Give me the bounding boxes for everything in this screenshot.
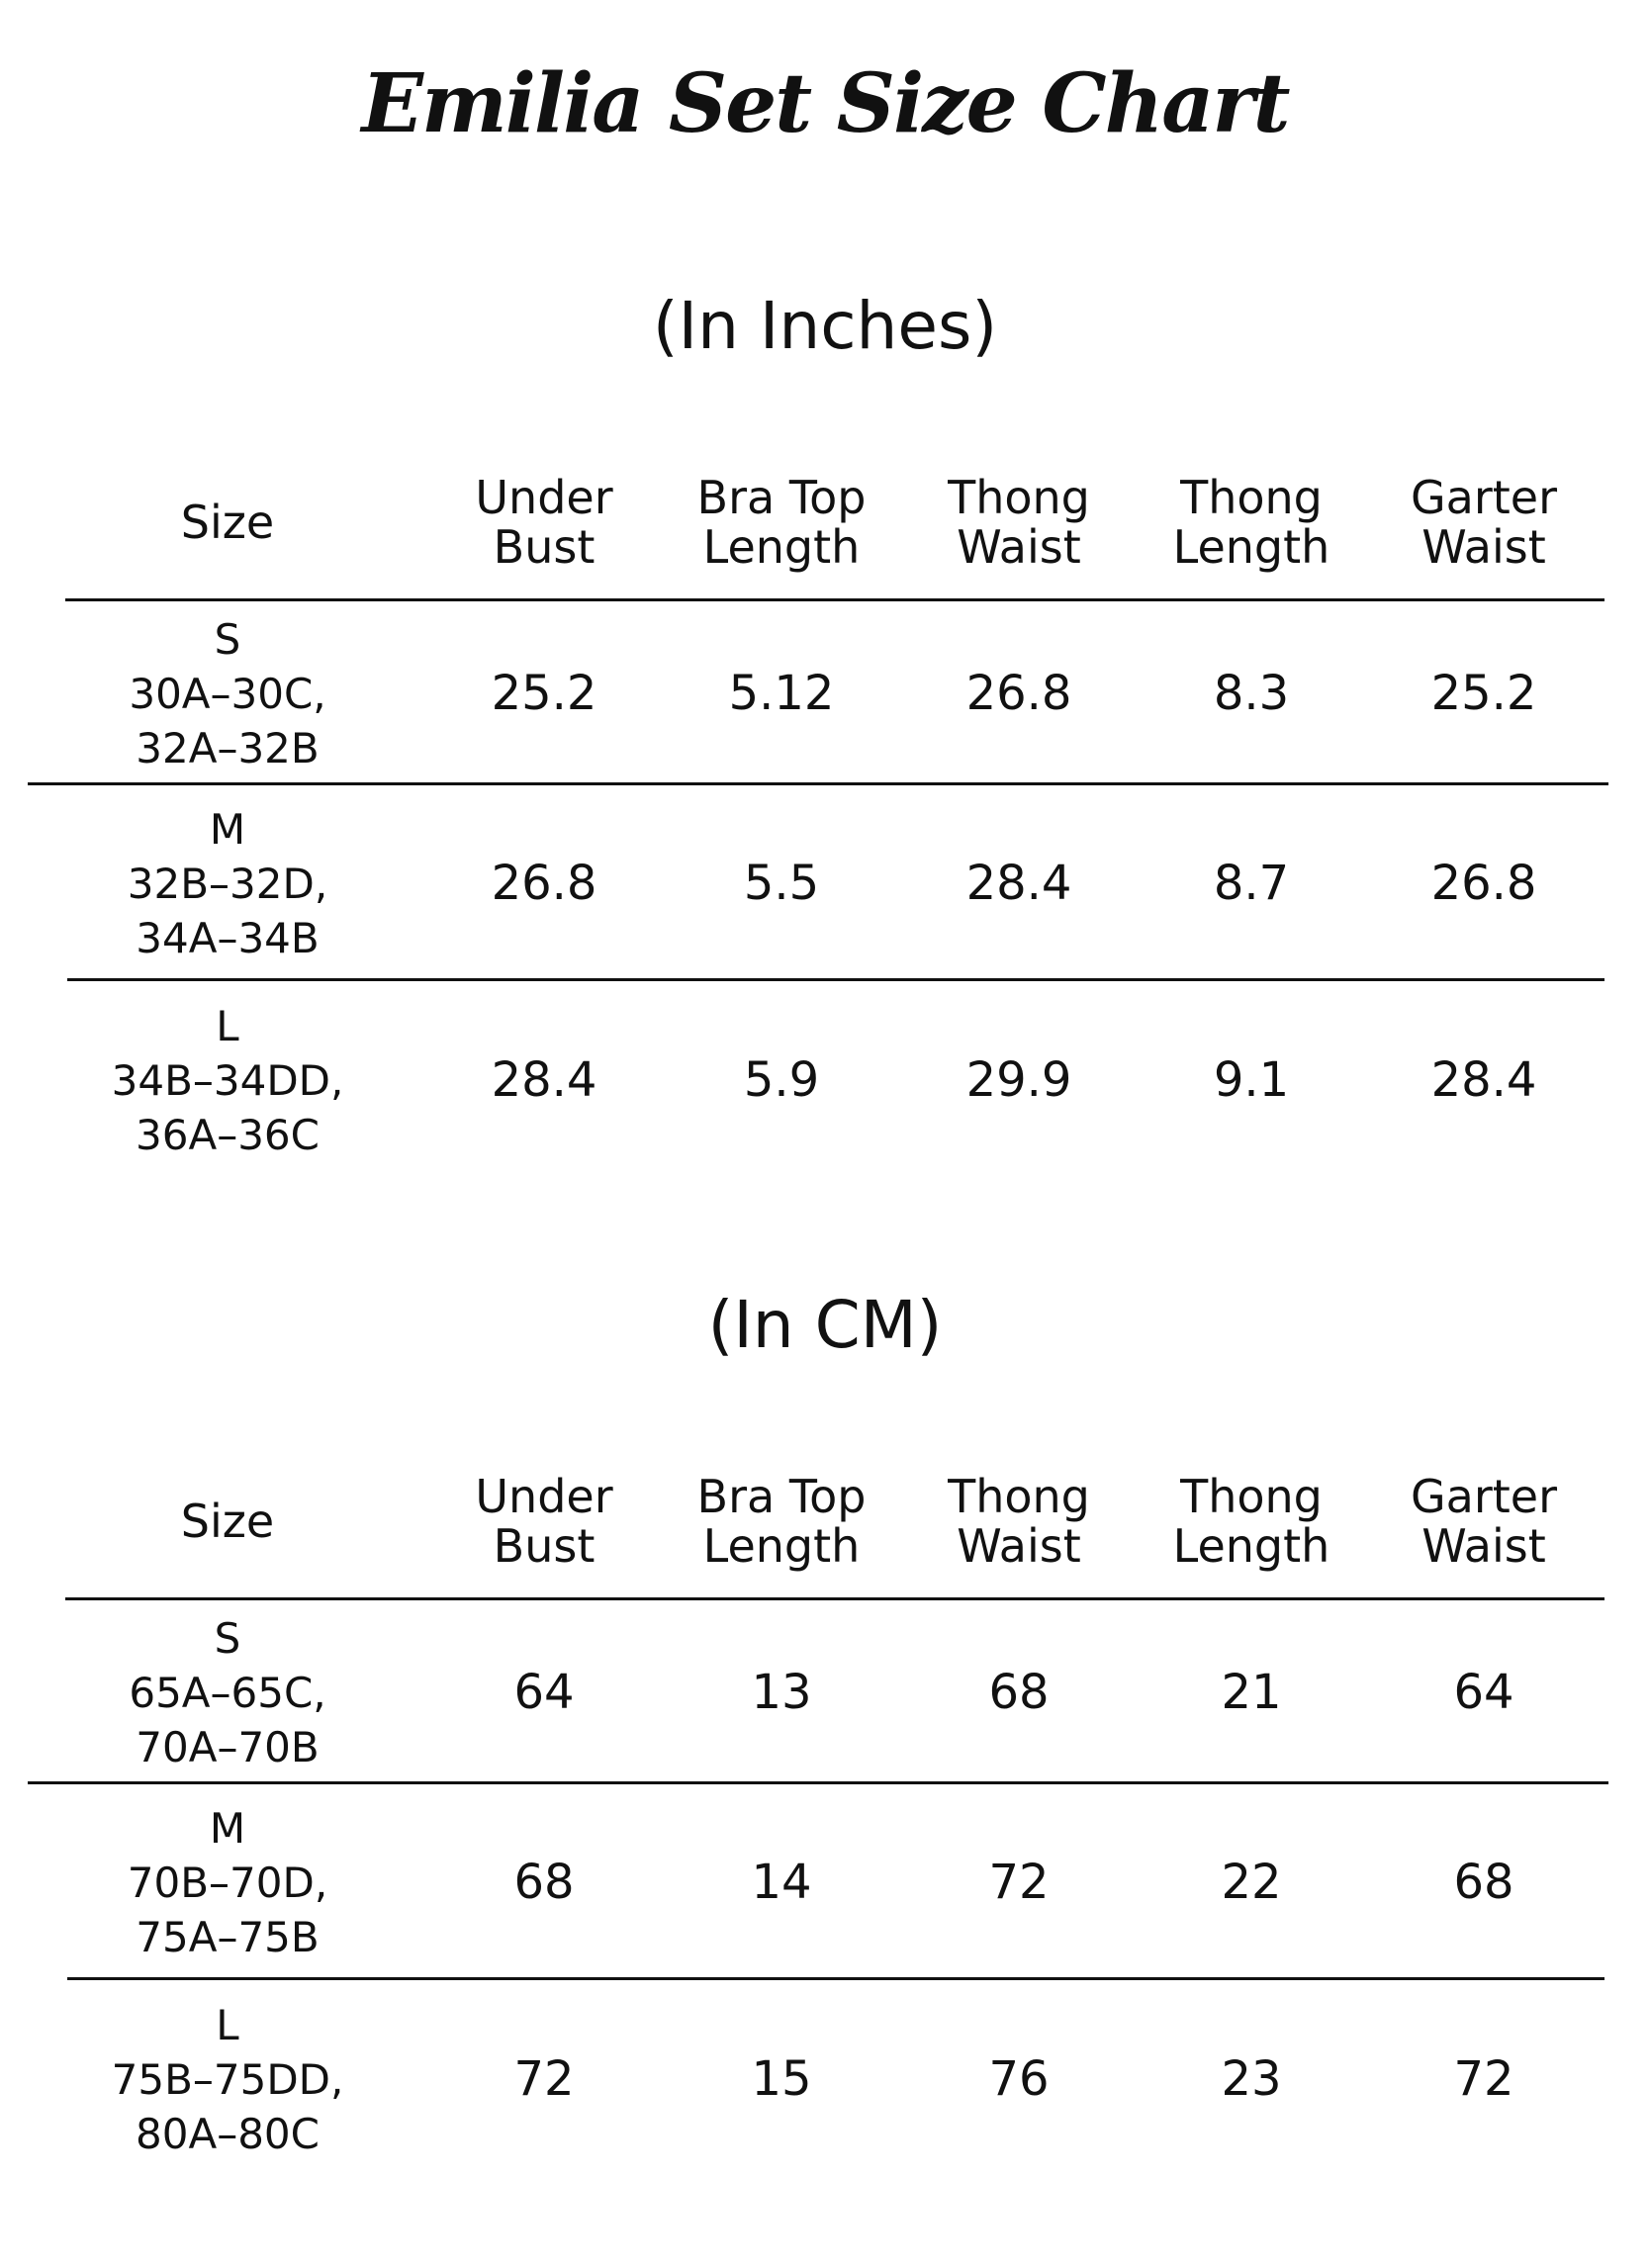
bra-size-range: 65A–65C,: [129, 1668, 326, 1717]
column-header-under-bust: Under Bust: [475, 471, 613, 574]
table-header: [0, 453, 1650, 601]
table-row: [0, 1600, 1650, 1784]
value-bra-top-length: 5.12: [728, 666, 835, 721]
value-under-bust: 68: [513, 1855, 575, 1910]
size-cell: [59, 612, 396, 775]
value-bra-top-length: 15: [751, 2051, 812, 2107]
value-under-bust: 72: [513, 2051, 575, 2107]
value-thong-waist: 26.8: [965, 666, 1072, 721]
value-bra-top-length: 14: [751, 1855, 812, 1910]
value-thong-length: 22: [1221, 1855, 1282, 1910]
cm-size-table: [0, 1452, 1650, 2158]
bra-size-range: 36A–36C: [136, 1110, 320, 1159]
value-garter-waist: 28.4: [1430, 1052, 1537, 1108]
value-under-bust: 64: [513, 1665, 575, 1720]
value-thong-waist: 68: [988, 1665, 1050, 1720]
table-row: [0, 981, 1650, 1179]
column-header-thong-waist: Thong Waist: [948, 1470, 1090, 1573]
bra-size-range: 34A–34B: [136, 913, 320, 962]
value-bra-top-length: 5.9: [743, 1052, 820, 1108]
table-row: [0, 1784, 1650, 1980]
table-row: [0, 601, 1650, 785]
value-thong-length: 9.1: [1213, 1052, 1290, 1108]
column-header-thong-length: Thong Length: [1172, 471, 1330, 574]
size-cell: [59, 1801, 396, 1964]
cm-section-heading: (In CM): [707, 1287, 943, 1363]
page-title: Emilia Set Size Chart: [361, 56, 1289, 151]
bra-size-range: 32B–32D,: [127, 859, 328, 908]
column-header-garter-waist: Garter Waist: [1411, 1470, 1557, 1573]
bra-size-range: 75A–75B: [136, 1912, 320, 1961]
value-thong-waist: 29.9: [965, 1052, 1072, 1108]
size-letter: M: [209, 804, 246, 854]
column-header-garter-waist: Garter Waist: [1411, 471, 1557, 574]
bra-size-range: 30A–30C,: [129, 669, 326, 718]
value-under-bust: 26.8: [491, 856, 597, 911]
value-thong-waist: 28.4: [965, 856, 1072, 911]
value-bra-top-length: 13: [751, 1665, 812, 1720]
column-header-thong-length: Thong Length: [1172, 1470, 1330, 1573]
value-thong-length: 8.3: [1213, 666, 1290, 721]
table-header: [0, 1452, 1650, 1600]
column-header-thong-waist: Thong Waist: [948, 471, 1090, 574]
inches-size-table: [0, 453, 1650, 1159]
value-thong-length: 23: [1221, 2051, 1282, 2107]
value-thong-waist: 72: [988, 1855, 1050, 1910]
bra-size-range: 34B–34DD,: [111, 1055, 344, 1105]
value-garter-waist: 64: [1453, 1665, 1514, 1720]
table-row: [0, 1980, 1650, 2178]
bra-size-range: 80A–80C: [136, 2109, 320, 2158]
size-letter: S: [214, 614, 241, 664]
value-garter-waist: 68: [1453, 1855, 1514, 1910]
column-header-under-bust: Under Bust: [475, 1470, 613, 1573]
size-cell: [59, 802, 396, 965]
size-letter: L: [216, 1001, 239, 1050]
size-cell: [59, 999, 396, 1162]
bra-size-range: 70A–70B: [136, 1722, 320, 1771]
value-under-bust: 25.2: [491, 666, 597, 721]
value-thong-length: 21: [1221, 1665, 1282, 1720]
table-row: [0, 785, 1650, 981]
value-under-bust: 28.4: [491, 1052, 597, 1108]
column-header-size: Size: [180, 496, 275, 549]
size-letter: M: [209, 1803, 246, 1853]
value-thong-waist: 76: [988, 2051, 1050, 2107]
size-letter: L: [216, 2000, 239, 2049]
value-thong-length: 8.7: [1213, 856, 1290, 911]
column-header-bra-top-length: Bra Top Length: [696, 1470, 867, 1573]
size-cell: [59, 1611, 396, 1774]
bra-size-range: 70B–70D,: [127, 1858, 328, 1907]
value-garter-waist: 26.8: [1430, 856, 1537, 911]
value-garter-waist: 72: [1453, 2051, 1514, 2107]
size-letter: S: [214, 1613, 241, 1663]
bra-size-range: 32A–32B: [136, 723, 320, 772]
inches-section-heading: (In Inches): [652, 288, 998, 364]
value-garter-waist: 25.2: [1430, 666, 1537, 721]
value-bra-top-length: 5.5: [743, 856, 820, 911]
column-header-bra-top-length: Bra Top Length: [696, 471, 867, 574]
size-cell: [59, 1998, 396, 2161]
column-header-size: Size: [180, 1495, 275, 1548]
bra-size-range: 75B–75DD,: [111, 2054, 344, 2104]
